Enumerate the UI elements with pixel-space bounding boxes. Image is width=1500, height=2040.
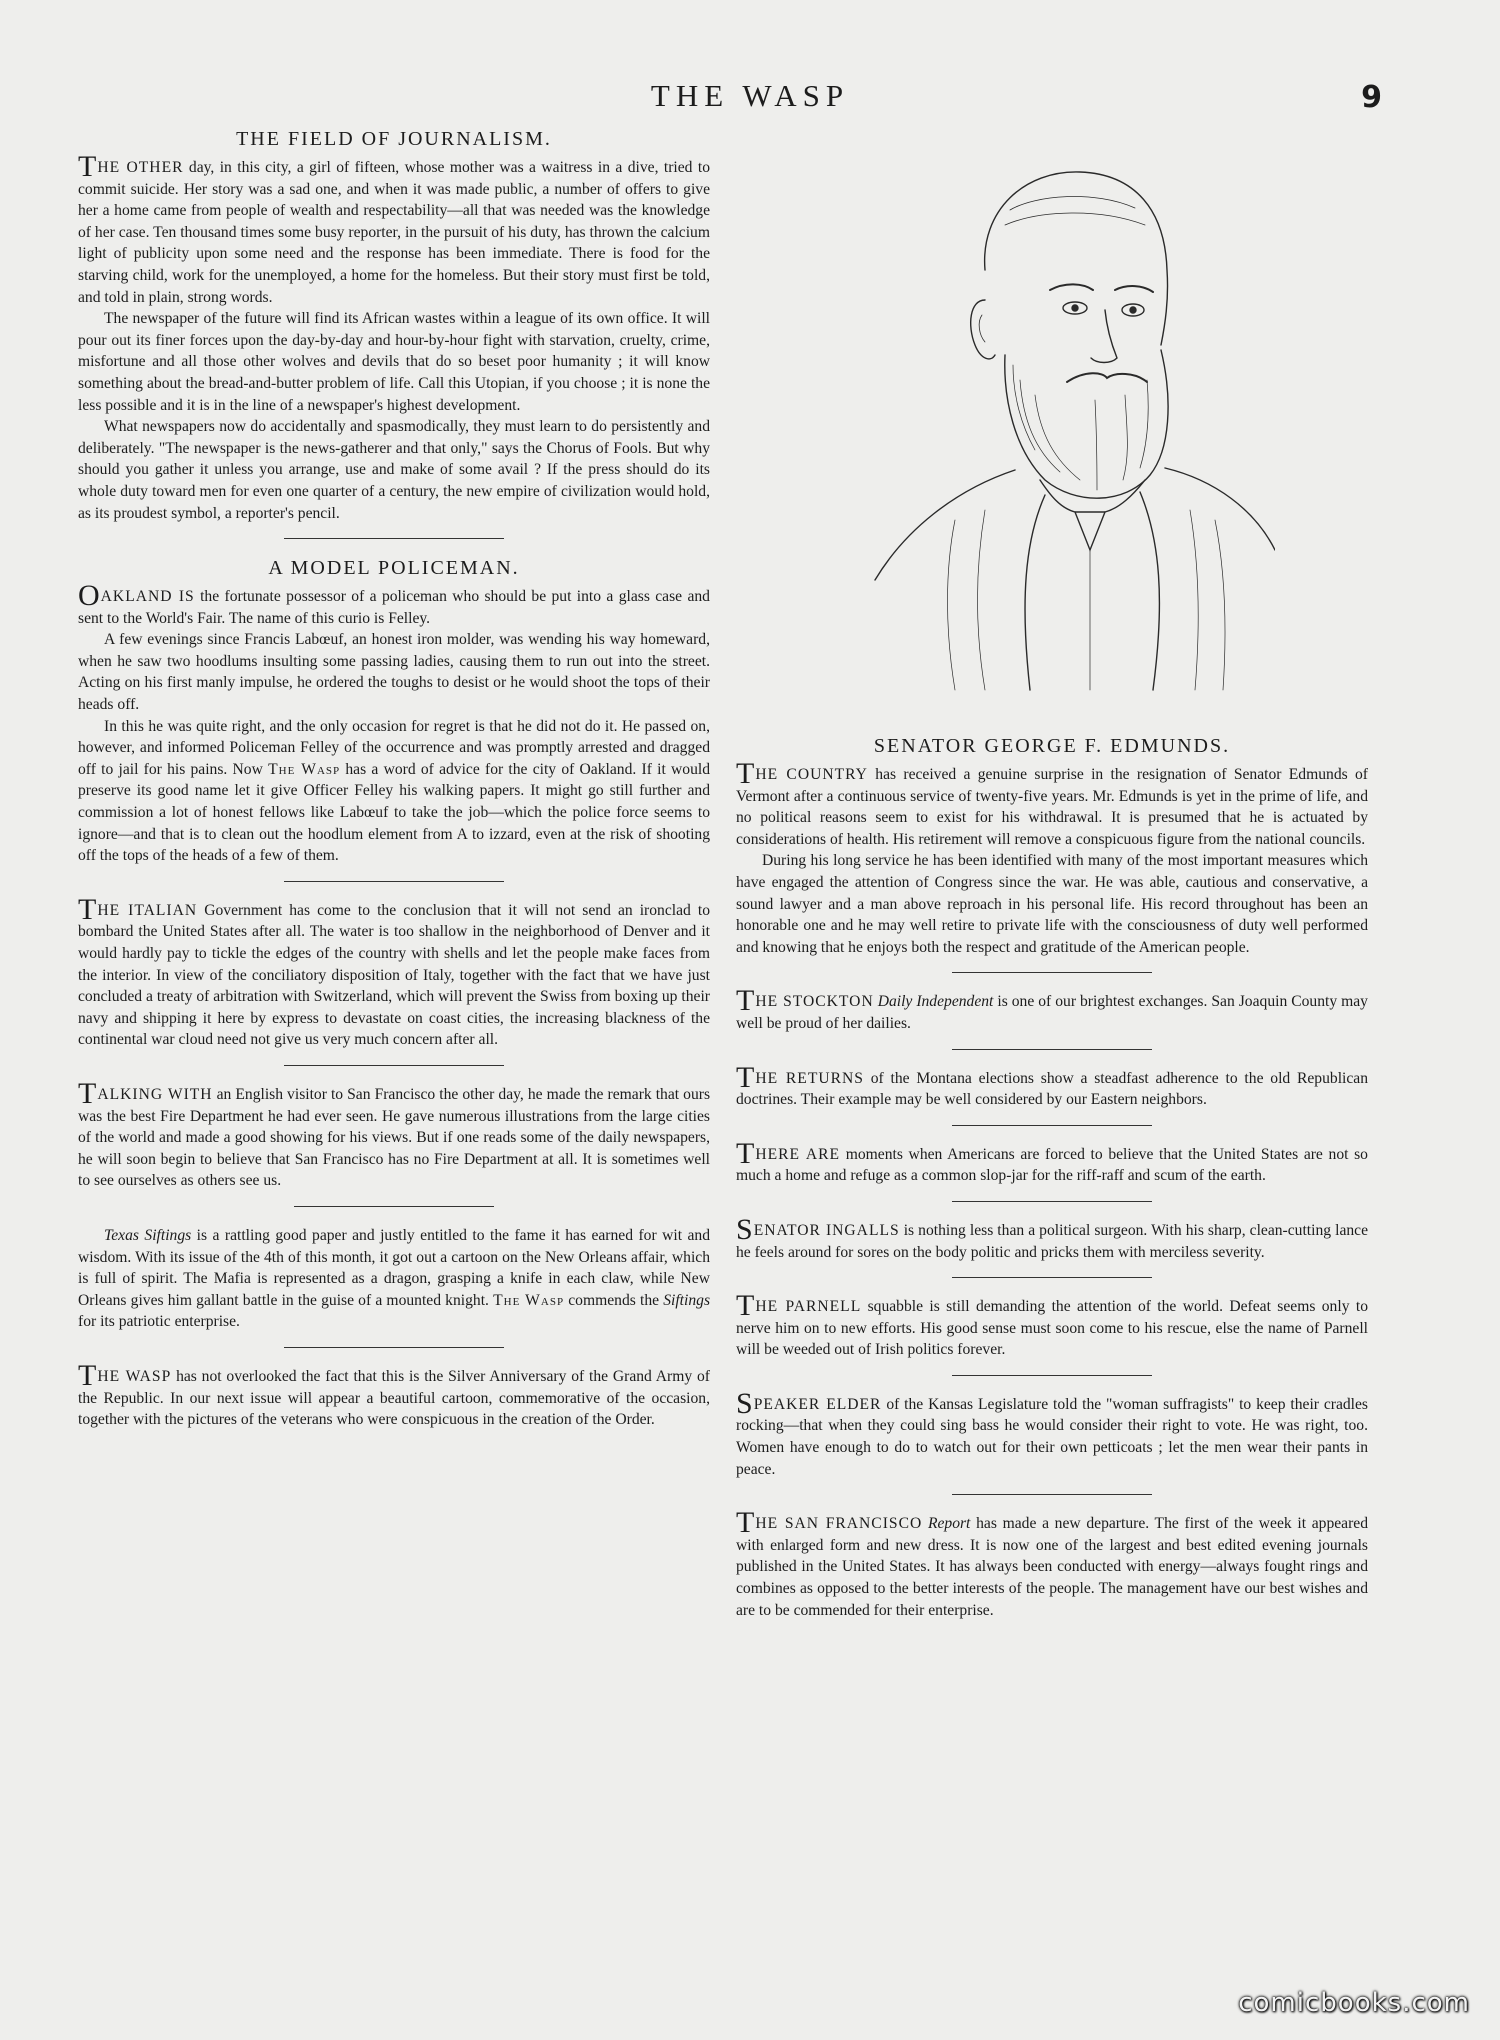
watermark-credit: comicbooks.com xyxy=(1238,1988,1470,2018)
paragraph: THE SAN FRANCISCO Report has made a new departure. The first of the week it appeared with enlarged form and new dress. It is now one of the largest and best edited evening journals published in the United States. It has always been conducted with energy—always fought rings and combines as opposed to the better interests of the people. The management have our best wishes and are to be commended for their enterprise. xyxy=(736,1506,1368,1619)
right-column xyxy=(736,735,1368,1621)
article-heading: THE FIELD OF JOURNALISM. xyxy=(236,128,552,150)
paragraph: TALKING WITH an English visitor to San Francisco the other day, he made the remark that ours was the best Fire Department he had ever seen. He gave numerous illustrations from the large cities of the world and made a good showing for his views. But if one reads some of the daily newspapers, he will soon begin to believe that San Francisco has no Fire Department at all. It is sometimes well to see ourselves as others see us. xyxy=(78,1076,711,1190)
paragraph: SENATOR INGALLS is nothing less than a political surgeon. With his sharp, clean-cutting lance he feels around for sores on the body politic and pricks them with merciless severity. xyxy=(736,1212,1368,1261)
portrait-engraving xyxy=(835,150,1275,715)
masthead: THE WASP xyxy=(650,78,850,113)
article-ingalls xyxy=(736,1212,1368,1263)
divider xyxy=(952,1494,1152,1495)
article-speaker-elder xyxy=(736,1386,1368,1480)
divider xyxy=(952,1277,1152,1278)
article-fire-department xyxy=(78,1076,711,1192)
divider xyxy=(952,1201,1152,1202)
paragraph: The newspaper of the future will find its African wastes within a league of its own office. It will pour out its finer forces upon the day-by-day and hour-by-hour fight with starvation, cruelty, crime, misfortune and all those other wolves and devils that do so beset poor humanity ; it will know something about the bread-and-butter problem of life. Call this Utopian, if you choose ; it is none the less possible and it is in the line of a newspaper's highest development. xyxy=(78,310,710,414)
paragraph: What newspapers now do accidentally and spasmodically, they must learn to do persistently and deliberately. "The newspaper is the news-gatherer and that only," says the Chorus of Fools. But why should you gather it unless you arrange, use and make of some avail ? If the press should do its whole duty toward men for even one quarter of a century, the new empire of civilization would hold, as its proudest symbol, a reporter's pencil. xyxy=(78,418,710,522)
paragraph: THE ITALIAN Government has come to the conclusion that it will not send an ironclad to bombard the United States after all. The water is too shallow in the neighborhood of Denver and it would hardly pay to tickle the edges of the country with shells and let the people make faces from the interior. In view of the conciliatory disposition of Italy, together with the fact that we have just concluded a treaty of arbitration with Switzerland, which will prevent the Swiss from boxing up their navy and shipping it here by express to devastate on coast cities, the increasing blackness of the continental war cloud need not give us very much concern after all. xyxy=(78,892,711,1049)
paragraph: THE WASP has not overlooked the fact that this is the Silver Anniversary of the Grand Army of the Republic. In our next issue will appear a beautiful cartoon, commemorative of the occasion, together with the pictures of the veterans who were conspicuous in the creation of the Order. xyxy=(78,1358,710,1429)
divider xyxy=(284,1347,504,1348)
article-sf-report xyxy=(736,1506,1368,1621)
divider xyxy=(952,972,1152,973)
article-italian-government xyxy=(78,892,711,1051)
article-heading: SENATOR GEORGE F. EDMUNDS. xyxy=(873,735,1231,757)
article-stockton xyxy=(736,984,1368,1034)
paragraph: THE PARNELL squabble is still demanding the attention of the world. Defeat seems only to nerve him on to new efforts. His good sense must soon come to his rescue, else the name of Parnell will be weeded out of Irish politics forever. xyxy=(736,1289,1368,1359)
divider xyxy=(284,1065,504,1066)
article-montana xyxy=(736,1060,1369,1111)
paragraph: A few evenings since Francis Labœuf, an honest iron molder, was wending his way homeward, when he saw two hoodlums insulting some passing ladies, causing them to run out into the street. Acting on his first manly impulse, he ordered the toughs to desist or he would shoot the tops of their heads off. xyxy=(78,631,710,714)
paragraph: THE COUNTRY has received a genuine surprise in the resignation of Senator Edmunds of Vermont after a continuous service of twenty-five years. Mr. Edmunds is yet in the prime of life, and no political reasons seem to exist for his withdrawal. It is presumed that he is actuated by considerations of health. His retirement will remove a conspicuous figure from the national councils. xyxy=(736,757,1368,848)
paragraph: OAKLAND IS the fortunate possessor of a policeman who should be put into a glass case and sent to the World's Fair. The name of this curio is Felley. xyxy=(78,579,710,627)
divider xyxy=(952,1049,1152,1050)
page-number: 9 xyxy=(1361,80,1382,115)
divider xyxy=(952,1375,1152,1376)
paragraph: SPEAKER ELDER of the Kansas Legislature told the "woman suffragists" to keep their cradles rocking—that when they could sing bass he would consider their right to vote. He was right, too. Women have enough to do to watch out for their own petticoats ; let the men wear their pants in peace. xyxy=(736,1386,1368,1478)
article-parnell xyxy=(736,1289,1368,1361)
paragraph: THERE ARE moments when Americans are forced to believe that the United States are not so much a home and refuge as a common slop-jar for the riff-raff and scum of the earth. xyxy=(736,1136,1368,1185)
paragraph: THE RETURNS of the Montana elections show a steadfast adherence to the old Republican doctrines. Their example may be well considered by our Eastern neighbors. xyxy=(736,1060,1369,1109)
article-model-policeman xyxy=(78,557,710,867)
paragraph: Texas Siftings is a rattling good paper and justly entitled to the fame it has earned for wit and wisdom. With its issue of the 4th of this month, it got out a cartoon on the New Orleans affair, which is full of spirit. The Mafia is represented as a dragon, grasping a knife in each claw, while New Orleans gives him gallant battle in the guise of a mounted knight. The Wasp commends the Siftings for its patriotic enterprise. xyxy=(78,1226,711,1331)
article-field-of-journalism xyxy=(78,128,710,524)
paragraph: In this he was quite right, and the only occasion for regret is that he did not do it. He passed on, however, and informed Policeman Felley of the occurrence and was promptly arrested and dragged off to jail for his pains. Now The Wasp has a word of advice for the city of Oakland. If it would preserve its good name let it give Officer Felley his walking papers. It might go still further and commission a lot of honest fellows like Labœuf to take the job—which the police force seems to ignore—and that is to clean out the hoodlum element from A to izzard, even at the risk of shooting off the tops of the heads of a few of them. xyxy=(78,717,710,865)
paragraph: THE OTHER day, in this city, a girl of fifteen, whose mother was a waitress in a dive, tried to commit suicide. Her story was a sad one, and when it was made public, a number of offers to give her a home came from people of wealth and respectability—all that was needed was the knowledge of her case. Ten thousand times some busy reporter, in the pursuit of his duty, has thrown the calcium light of publicity upon some need and the response has been immediate. There is food for the starving child, work for the unemployed, a home for the homeless. But their story must first be told, and told in plain, strong words. xyxy=(78,150,710,306)
left-column xyxy=(78,128,710,1431)
article-senator-edmunds xyxy=(736,735,1368,958)
article-grand-army xyxy=(78,1358,710,1431)
article-heading: A MODEL POLICEMAN. xyxy=(268,557,520,580)
article-moments xyxy=(736,1136,1368,1187)
paragraph: THE STOCKTON Daily Independent is one of our brightest exchanges. San Joaquin County may well be proud of her dailies. xyxy=(736,984,1368,1032)
divider xyxy=(284,538,504,539)
divider xyxy=(294,1206,494,1207)
paragraph: During his long service he has been identified with many of the most important measures which have engaged the attention of Congress since the war. He was able, cautious and conservative, a sound lawyer and a man above reproach in his personal life. His record throughout has been an honorable one and he may well retire to private life with the consciousness of duty well performed and knowing that he enjoys both the respect and gratitude of the American people. xyxy=(736,852,1368,956)
divider xyxy=(284,881,504,882)
divider xyxy=(952,1125,1152,1126)
article-texas-siftings xyxy=(78,1225,710,1333)
